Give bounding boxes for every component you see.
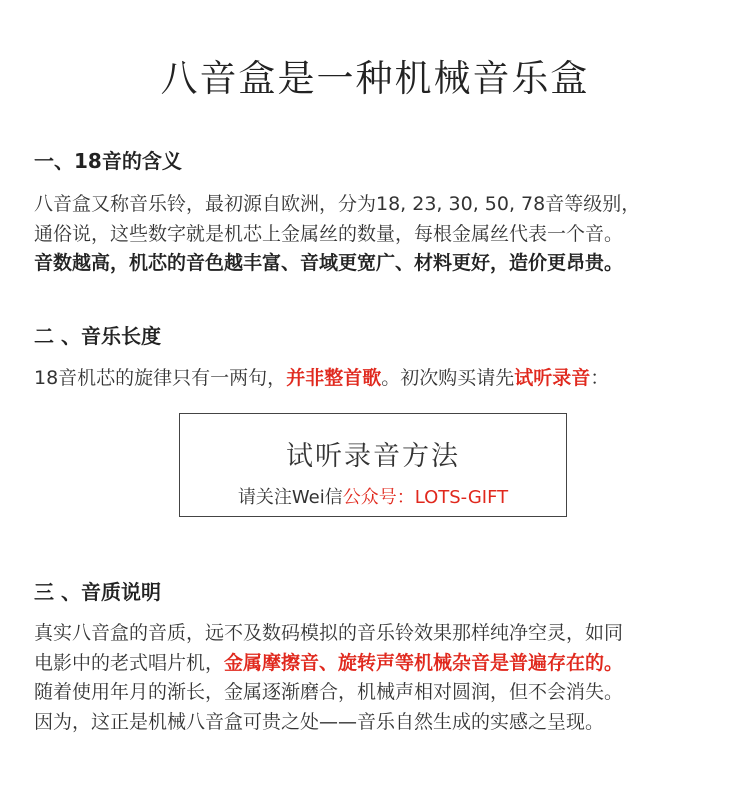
section-heading-quality: 三 、音质说明 xyxy=(34,580,161,604)
paragraph-line: 八音盒又称音乐铃，最初源自欧洲，分为18, 23, 30, 50, 78音等级别， xyxy=(34,193,641,215)
paragraph-line: 真实八音盒的音质，远不及数码模拟的音乐铃效果那样纯净空灵，如同 xyxy=(34,622,624,644)
box-title: 试听录音方法 xyxy=(286,441,460,472)
listen-method-box xyxy=(179,413,567,517)
highlight-not-full-song: 并非整首歌 xyxy=(286,367,382,389)
paragraph-line-bold: 音数越高，机芯的音色越丰富、音域更宽广、材料更好，造价更昂贵。 xyxy=(34,252,624,274)
highlight-mechanical-noise: 金属摩擦音、旋转声等机械杂音是普遍存在的。 xyxy=(224,651,624,674)
text-segment: 。初次购买请先 xyxy=(381,367,515,389)
section-body-meaning xyxy=(34,190,734,279)
official-account-id: 公众号：LOTS-GIFT xyxy=(342,487,509,508)
text-segment: 18音机芯的旋律只有一两句， xyxy=(34,367,287,389)
text-segment: ： xyxy=(590,367,610,389)
paragraph-line: 因为，这正是机械八音盒可贵之处——音乐自然生成的实感之呈现。 xyxy=(34,710,605,733)
section-body-quality xyxy=(34,619,734,737)
section-heading-meaning: 一、18音的含义 xyxy=(34,149,182,173)
paragraph-line: 随着使用年月的渐长，金属逐渐磨合，机械声相对圆润，但不会消失。 xyxy=(34,681,624,703)
page-title: 八音盒是一种机械音乐盒 xyxy=(160,57,590,100)
section-body-length xyxy=(34,364,734,394)
highlight-listen-recording: 试听录音 xyxy=(514,367,591,389)
box-subtitle xyxy=(180,483,566,509)
text-segment: 电影中的老式唱片机， xyxy=(34,651,225,674)
paragraph-line: 通俗说，这些数字就是机芯上金属丝的数量，每根金属丝代表一个音。 xyxy=(34,222,624,245)
box-sub-prefix: 请关注Wei信 xyxy=(237,487,343,508)
section-heading-length: 二 、音乐长度 xyxy=(34,324,161,348)
